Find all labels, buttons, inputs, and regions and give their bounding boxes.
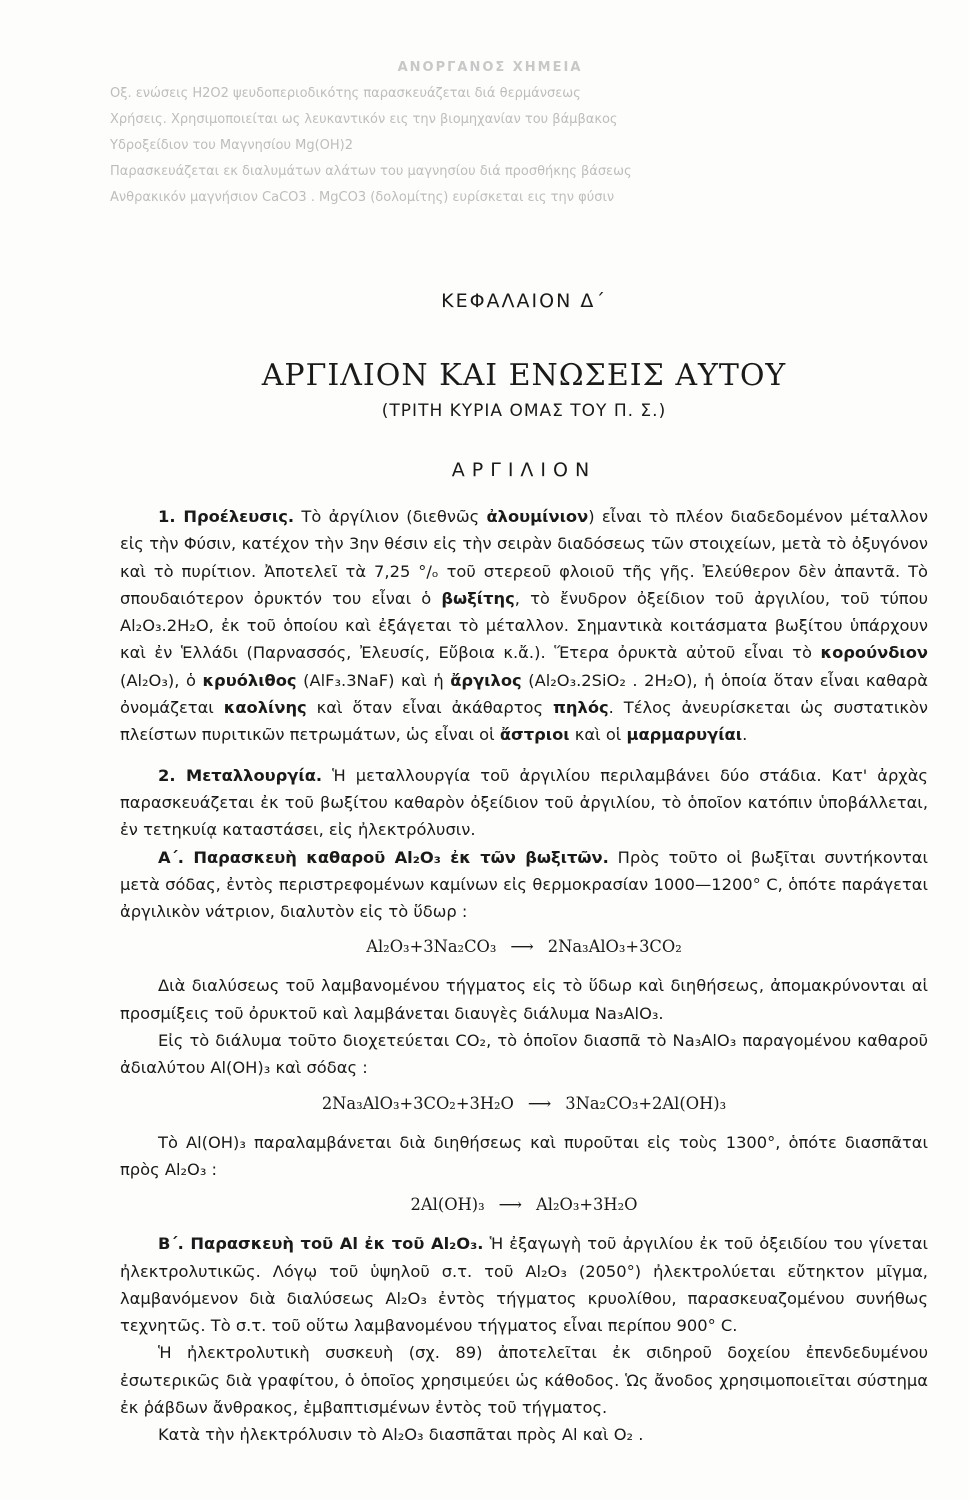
bleed-through-text (110, 55, 870, 225)
paragraph-label: 1. Προέλευσις. (158, 507, 295, 526)
equation-3: 2Al(OH)₃ ⟶ Al₂O₃+3H₂O (410, 1195, 638, 1215)
paragraph-origin: 1. Προέλευσις. Τὸ ἀργίλιον (διεθνῶς ἀλουμίνιον) εἶναι τὸ πλέον διαδεδομένον μέταλλον εἰς τὴν Φύσιν, κατέχον τὴν 3ην θέσιν εἰς τὴν σειρὰν διαδόσεως τῶν στοιχείων, μετὰ τὸ ὀξυγόνον καὶ τὸ πυρίτιον. Ἀποτελεῖ τὰ 7,25 °/ₒ τοῦ στερεοῦ φλοιοῦ τῆς γῆς. Ἐλεύθερον δὲν ἀπαντᾶ. Τὸ σπουδαιότερον ὀρυκτόν του εἶναι ὁ βωξίτης, τὸ ἔνυδρον ὀξείδιον τοῦ ἀργιλίου, τοῦ τύπου Al₂O₃.2H₂O, ἐκ τοῦ ὁποίου καὶ ἐξάγεται τὸ μέταλλον. Σημαντικὰ κοιτάσματα βωξίτου ὑπάρχουν καὶ ἐν Ἑλλάδι (Παρνασσός, Ἐλευσίς, Εὔβοια κ.ἄ.). Ἕτερα ὀρυκτὰ αὐτοῦ εἶναι τὸ κορούνδιον (Al₂O₃), ὁ κρυόλιθος (AlF₃.3NaF) καὶ ἡ ἄργιλος (Al₂O₃.2SiO₂ . 2H₂O), ἡ ὁποία ὅταν εἶναι καθαρὰ ὀνομάζεται καολίνης καὶ ὅταν εἶναι ἀκάθαρτος πηλός. Τέλος ἀνευρίσκεται ὡς συστατικὸν πλείστων πυριτικῶν πετρωμάτων, ὡς εἶναι οἱ ἄστριοι καὶ οἱ μαρμαρυγίαι. (120, 507, 929, 745)
paragraph-electrolysis: Β΄. Παρασκευὴ τοῦ Al ἐκ τοῦ Al₂O₃. Ἡ ἐξαγωγὴ τοῦ ἀργιλίου ἐκ τοῦ ὀξειδίου του γίνεται ἠλεκτρολυτικῶς. Λόγῳ τοῦ ὑψηλοῦ σ.τ. τοῦ Al₂O₃ (2050°) ἠλεκτρολύεται εὔτηκτον μῖγμα, λαμβανόμενον διὰ διαλύσεως Al₂O₃ ἐντὸς τήγματος κρυολίθου, παρασκευαζομένου συνήθως τεχνητῶς. Τὸ σ.τ. τοῦ οὕτω λαμβανομένου τήγματος εἶναι περίπου 900° C. (120, 1234, 928, 1336)
term-cryolite: κρυόλιθος (202, 670, 297, 690)
paragraph-dissolution: Διὰ διαλύσεως τοῦ λαμβανομένου τήγματος εἰς τὸ ὕδωρ καὶ διηθήσεως, ἀπομακρύνονται αἱ προσμίξεις τοῦ ὀρυκτοῦ καὶ λαμβάνεται διαυγὲς διάλυμα Na₃AlO₃. (120, 976, 928, 1023)
reaction-arrow: ⟶ (510, 937, 534, 957)
term-corundum: κορούνδιον (820, 643, 928, 663)
term-mica: μαρμαρυγίαι (626, 725, 743, 745)
reaction-arrow: ⟶ (498, 1195, 522, 1215)
bleed-through-line: Υδροξείδιον του Μαγνησίου Mg(OH)2 (110, 138, 354, 153)
term-aluminium: ἀλουμίνιον (486, 507, 589, 526)
bleed-through-line: Χρήσεις. Χρησιμοποιείται ως λευκαντικόν εις την βιομηχανίαν του βάμβακος (110, 112, 618, 127)
bleed-through-header: ΑΝΟΡΓΑΝΟΣ ΧΗΜΕΙΑ (397, 60, 583, 75)
paragraph-metallurgy: 2. Μεταλλουργία. Ἡ μεταλλουργία τοῦ ἀργιλίου περιλαμβάνει δύο στάδια. Κατ' ἀρχὰς παρασκευάζεται ἐκ τοῦ βωξίτου καθαρὸν ὀξείδιον τοῦ ἀργιλίου, τὸ ὁποῖον κατόπιν ὑποβάλλεται, ἐν τετηκυίᾳ καταστάσει, εἰς ἠλεκτρόλυσιν. (120, 765, 928, 840)
section-heading: ΑΡΓΙΛΙΟΝ (451, 459, 597, 481)
paragraph-decomposition: Κατὰ τὴν ἠλεκτρόλυσιν τὸ Al₂O₃ διασπᾶται πρὸς Al καὶ O₂ . (158, 1425, 644, 1445)
chapter-heading: ΚΕΦΑΛΑΙΟΝ Δ΄ (441, 290, 607, 312)
page-body (120, 290, 928, 1449)
term-clay: ἄργιλος (450, 670, 522, 690)
chapter-subtitle: (ΤΡΙΤΗ ΚΥΡΙΑ ΟΜΑΣ ΤΟΥ Π. Σ.) (381, 401, 667, 421)
term-pelos: πηλός (553, 698, 609, 718)
bleed-through-line: Οξ. ενώσεις Η2Ο2 ψευδοπεριοδικότης παρασκευάζεται διά θερμάνσεως (110, 86, 581, 101)
equation-2: 2Na₃AlO₃+3CO₂+3H₂O ⟶ 3Na₂CO₃+2Al(OH)₃ (321, 1093, 727, 1113)
term-feldspar: ἄστριοι (499, 725, 570, 745)
paragraph-label: Α΄. Παρασκευὴ καθαροῦ Al₂O₃ ἐκ τῶν βωξιτῶν. (158, 847, 609, 867)
equation-1: Al₂O₃+3Na₂CO₃ ⟶ 2Na₃AlO₃+3CO₂ (366, 937, 682, 957)
reaction-arrow: ⟶ (527, 1093, 552, 1113)
paragraph-apparatus: Ἡ ἠλεκτρολυτικὴ συσκευὴ (σχ. 89) ἀποτελεῖται ἐκ σιδηροῦ δοχείου ἐπενδεδυμένου ἐσωτερικῶς διὰ γραφίτου, ὁ ὁποῖος χρησιμεύει ὡς κάθοδος. Ὡς ἄνοδος χρησιμοποιεῖται σύστημα ἐκ ῥάβδων ἄνθρακος, ἐμβαπτισμένων ἐντὸς τοῦ τήγματος. (120, 1343, 928, 1418)
paragraph-calcination: Τὸ Al(OH)₃ παραλαμβάνεται διὰ διηθήσεως καὶ πυροῦται εἰς τοὺς 1300°, ὁπότε διασπᾶται πρὸς Al₂O₃ : (120, 1132, 928, 1179)
paragraph-alumina-preparation: Α΄. Παρασκευὴ καθαροῦ Al₂O₃ ἐκ τῶν βωξιτῶν. Πρὸς τοῦτο οἱ βωξῖται συντήκονται μετὰ σόδας, ἐντὸς περιστρεφομένων καμίνων εἰς θερμοκρασίαν 1000—1200° C, ὁπότε παράγεται ἀργιλικὸν νάτριον, διαλυτὸν εἰς τὸ ὕδωρ : (120, 847, 928, 922)
bleed-through-line: Ανθρακικόν μαγνήσιον CaCO3 . MgCO3 (δολομίτης) ευρίσκεται εις την φύσιν (110, 190, 615, 205)
term-kaolin: καολίνης (223, 698, 307, 718)
term-bauxite: βωξίτης (441, 588, 515, 608)
paragraph-co2: Εἰς τὸ διάλυμα τοῦτο διοχετεύεται CO₂, τὸ ὁποῖον διασπᾶ τὸ Na₃AlO₃ παραγομένου καθαροῦ ἀδιαλύτου Al(OH)₃ καὶ σόδας : (120, 1031, 928, 1078)
chapter-title: ΑΡΓΙΛΙΟΝ ΚΑΙ ΕΝΩΣΕΙΣ ΑΥΤΟΥ (261, 358, 787, 393)
bleed-through-line: Παρασκευάζεται εκ διαλυμάτων αλάτων του μαγνησίου διά προσθήκης βάσεως (110, 164, 632, 179)
paragraph-label: Β΄. Παρασκευὴ τοῦ Al ἐκ τοῦ Al₂O₃. (158, 1234, 484, 1254)
paragraph-label: 2. Μεταλλουργία. (158, 765, 323, 785)
